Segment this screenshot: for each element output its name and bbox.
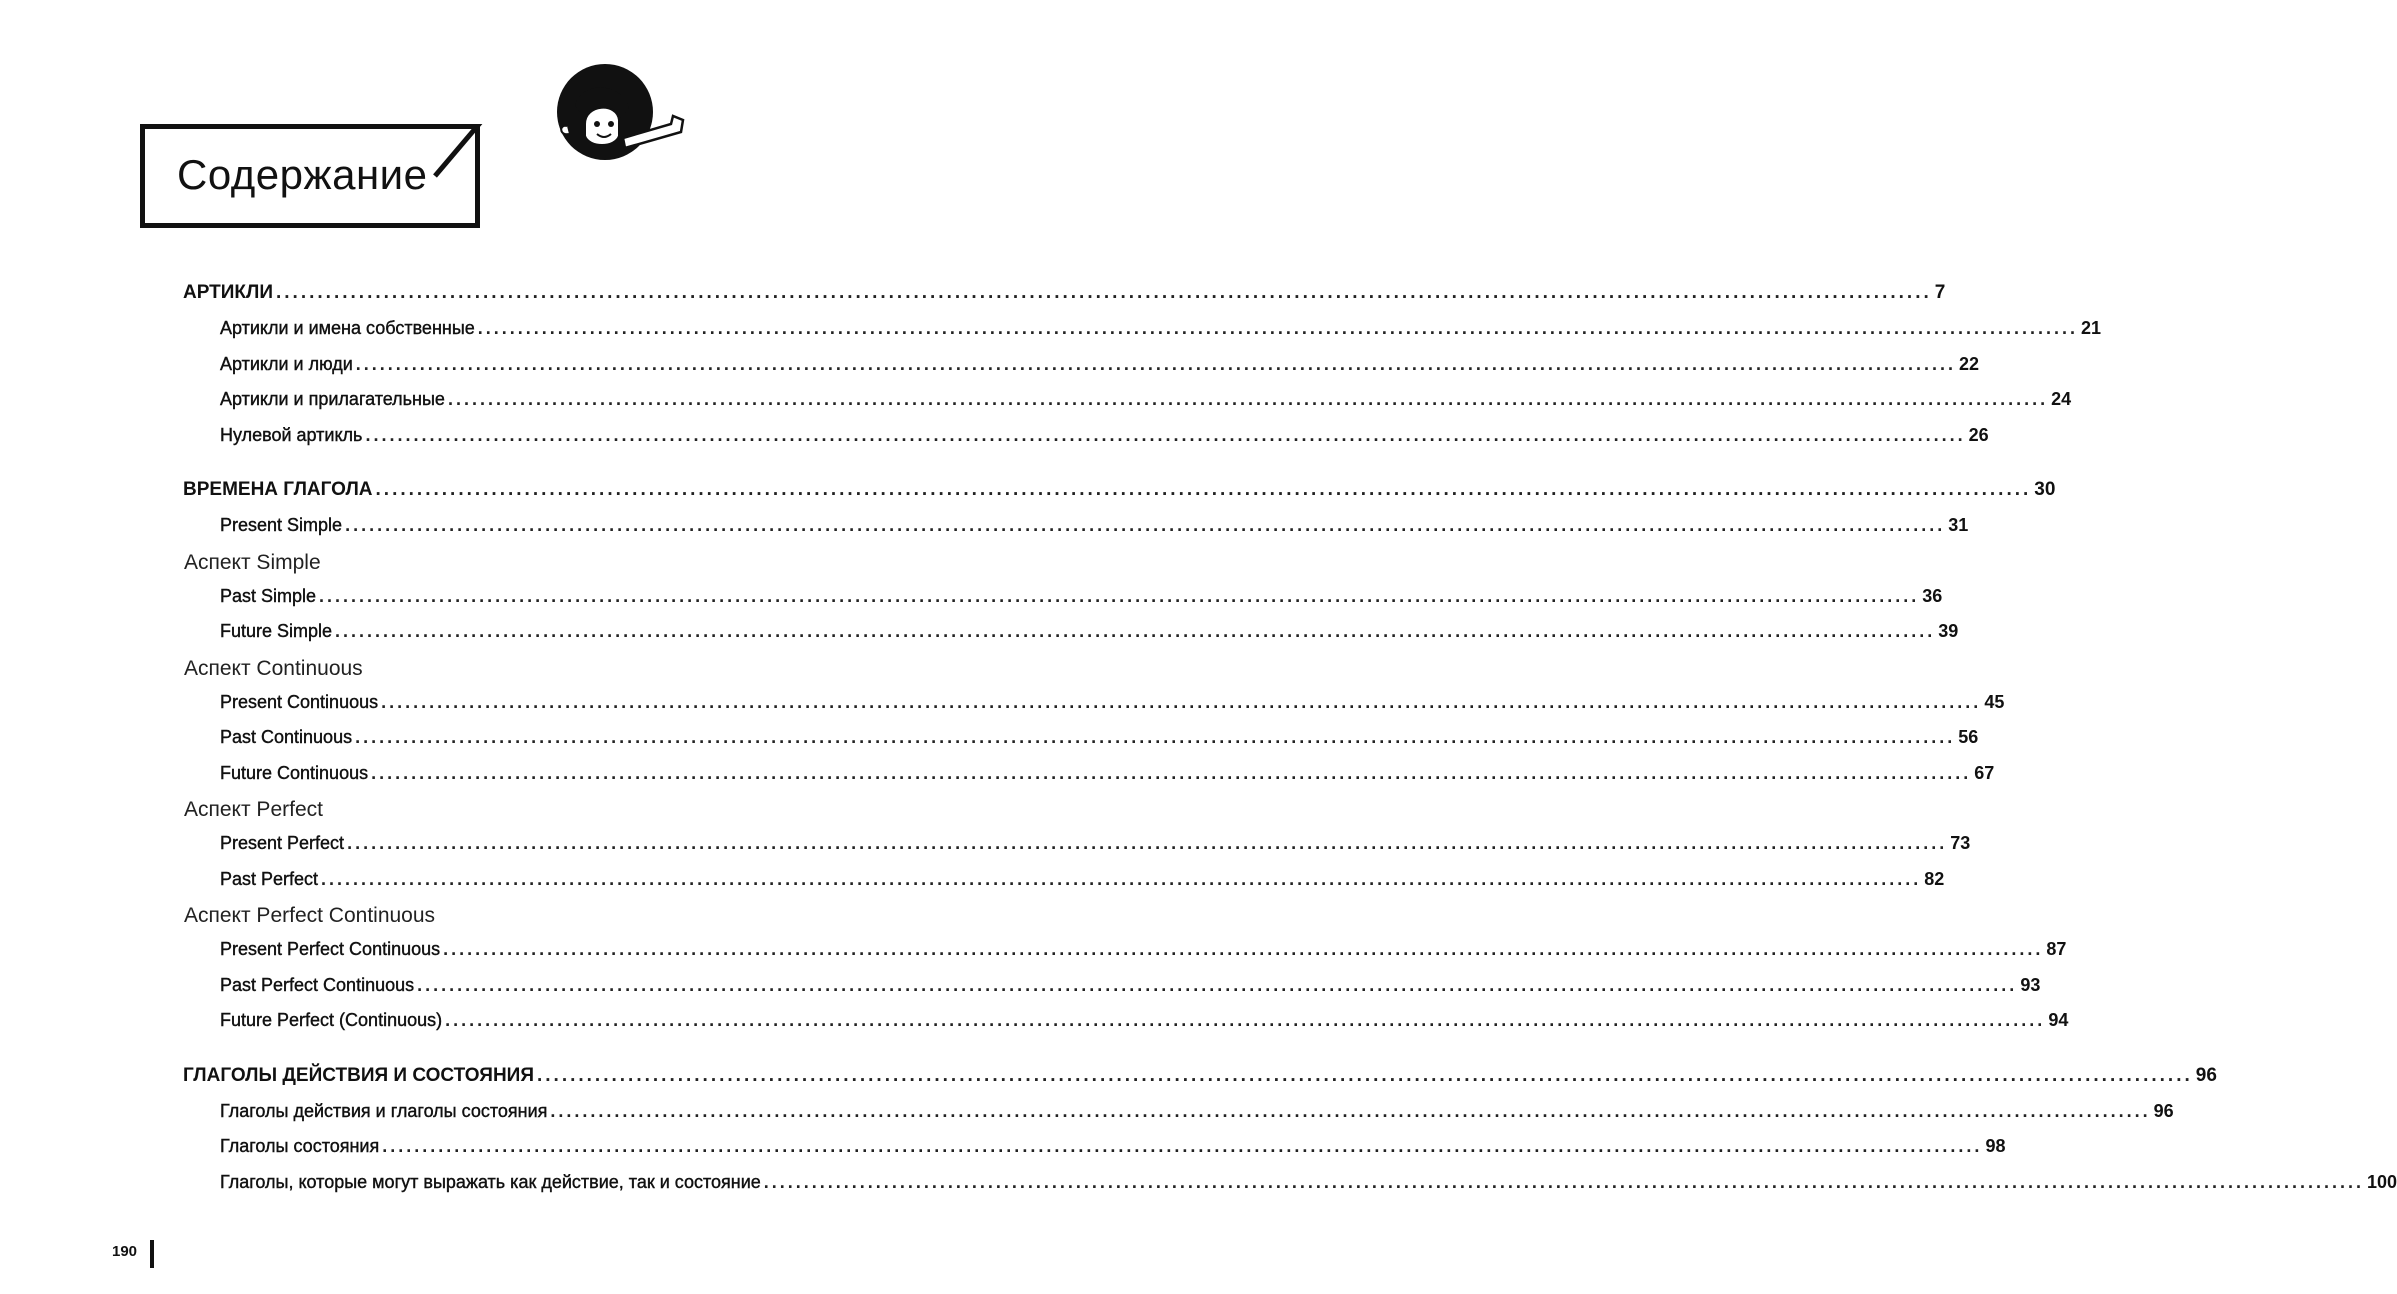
toc-item[interactable] bbox=[183, 585, 1943, 622]
leader-dots: ........................................................................................................................................................................................................ bbox=[763, 1171, 2364, 1192]
toc-item-label: Нулевой артикль bbox=[220, 424, 363, 445]
toc-item[interactable] bbox=[183, 939, 2067, 975]
toc-section[interactable] bbox=[183, 479, 2056, 515]
toc-item-page: 73 bbox=[1950, 833, 1971, 853]
toc-item-label: Past Simple bbox=[220, 585, 317, 606]
toc-item-page: 96 bbox=[2153, 1100, 2174, 1121]
toc-item-label: Future Continuous bbox=[220, 762, 369, 783]
toc-aspect-heading: Аспект Perfect Continuous bbox=[184, 904, 436, 927]
toc-item-page: 67 bbox=[1974, 762, 1995, 783]
leader-dots: ........................................................................................................................................................................................................ bbox=[365, 424, 1966, 445]
leader-dots: ........................................................................................................................................................................................................ bbox=[335, 621, 1936, 641]
toc-item-page: 94 bbox=[2048, 1010, 2069, 1030]
toc-item[interactable] bbox=[183, 833, 1971, 869]
leader-dots: ........................................................................................................................................................................................................ bbox=[381, 691, 1982, 712]
toc-item-label: Present Continuous bbox=[220, 691, 379, 712]
leader-dots: ........................................................................................................................................................................................................ bbox=[445, 1010, 2046, 1030]
toc-section-page: 96 bbox=[2195, 1064, 2217, 1086]
toc-item-label: Глаголы действия и глаголы состояния bbox=[220, 1100, 548, 1121]
table-of-contents bbox=[183, 282, 2397, 1207]
toc-item[interactable] bbox=[183, 1136, 2006, 1172]
toc-item-label: Future Simple bbox=[220, 621, 333, 641]
leader-dots: ........................................................................................................................................................................................................ bbox=[375, 479, 2032, 500]
toc-item-label: Present Perfect bbox=[220, 833, 345, 853]
toc-item-label: Глаголы, которые могут выражать как действие, так и состояние bbox=[220, 1171, 761, 1192]
toc-item-page: 45 bbox=[1984, 691, 2005, 712]
leader-dots: ........................................................................................................................................................................................................ bbox=[276, 282, 1932, 303]
toc-item-page: 87 bbox=[2046, 939, 2067, 959]
toc-item[interactable] bbox=[183, 621, 1959, 657]
toc-item-page: 36 bbox=[1922, 585, 1943, 606]
toc-item-label: Past Perfect bbox=[220, 868, 319, 889]
toc-item[interactable] bbox=[183, 1171, 2397, 1208]
toc-item[interactable] bbox=[183, 762, 1995, 799]
toc-item-page: 98 bbox=[1985, 1136, 2006, 1156]
mascot-illustration bbox=[545, 62, 695, 162]
toc-item-page: 39 bbox=[1938, 621, 1959, 641]
toc-item-label: Present Simple bbox=[220, 515, 343, 535]
toc-item-label: Past Perfect Continuous bbox=[220, 974, 415, 995]
toc-item-label: Future Perfect (Continuous) bbox=[220, 1010, 443, 1030]
page-number: 190 bbox=[112, 1243, 138, 1260]
toc-section-label: АРТИКЛИ bbox=[183, 282, 273, 303]
toc-item-page: 93 bbox=[2020, 974, 2041, 995]
toc-item[interactable] bbox=[183, 1010, 2069, 1046]
toc-item-label: Артикли и прилагательные bbox=[220, 389, 445, 409]
leader-dots: ........................................................................................................................................................................................................ bbox=[355, 727, 1956, 747]
leader-dots: ........................................................................................................................................................................................................ bbox=[371, 762, 1972, 783]
leader-dots: ........................................................................................................................................................................................................ bbox=[345, 515, 1946, 535]
toc-aspect-heading: Аспект Perfect bbox=[184, 798, 323, 821]
leader-dots: ........................................................................................................................................................................................................ bbox=[347, 833, 1948, 853]
page-number-bar bbox=[150, 1240, 154, 1268]
toc-item-page: 22 bbox=[1958, 353, 1980, 374]
toc-item-page: 21 bbox=[2080, 318, 2102, 338]
leader-dots: ........................................................................................................................................................................................................ bbox=[417, 974, 2018, 995]
toc-item[interactable] bbox=[183, 691, 2005, 728]
toc-item-label: Глаголы состояния bbox=[220, 1136, 380, 1156]
toc-item-label: Артикли и люди bbox=[220, 353, 353, 374]
toc-section[interactable] bbox=[183, 282, 1946, 318]
speech-bubble-tail bbox=[430, 124, 480, 180]
toc-item-page: 56 bbox=[1958, 727, 1979, 747]
leader-dots: ........................................................................................................................................................................................................ bbox=[319, 585, 1920, 606]
toc-aspect-heading: Аспект Continuous bbox=[184, 656, 363, 680]
toc-item[interactable] bbox=[183, 353, 1980, 390]
toc-item[interactable] bbox=[183, 1100, 2174, 1137]
toc-item[interactable] bbox=[183, 727, 1979, 763]
toc-item-label: Past Continuous bbox=[220, 727, 353, 747]
page-title: Содержание bbox=[177, 151, 428, 198]
toc-item[interactable] bbox=[183, 515, 1969, 551]
toc-item[interactable] bbox=[183, 389, 2072, 425]
leader-dots: ........................................................................................................................................................................................................ bbox=[321, 868, 1922, 889]
contents-title-box bbox=[140, 124, 480, 228]
leader-dots: ........................................................................................................................................................................................................ bbox=[477, 318, 2078, 338]
toc-item[interactable] bbox=[183, 868, 1945, 905]
toc-item-page: 82 bbox=[1924, 868, 1945, 889]
leader-dots: ........................................................................................................................................................................................................ bbox=[447, 389, 2049, 409]
toc-item[interactable] bbox=[183, 318, 2102, 354]
leader-dots: ........................................................................................................................................................................................................ bbox=[443, 939, 2044, 959]
toc-item-page: 24 bbox=[2051, 389, 2072, 409]
leader-dots: ........................................................................................................................................................................................................ bbox=[355, 353, 1956, 374]
toc-item-label: Present Perfect Continuous bbox=[220, 939, 441, 959]
toc-item-page: 31 bbox=[1948, 515, 1969, 535]
toc-section-label: ВРЕМЕНА ГЛАГОЛА bbox=[183, 479, 373, 500]
leader-dots: ........................................................................................................................................................................................................ bbox=[382, 1136, 1983, 1156]
toc-item[interactable] bbox=[183, 974, 2041, 1011]
leader-dots: ........................................................................................................................................................................................................ bbox=[550, 1100, 2151, 1121]
leader-dots: ........................................................................................................................................................................................................ bbox=[536, 1064, 2193, 1086]
toc-item-label: Артикли и имена собственные bbox=[220, 318, 475, 338]
toc-aspect-heading: Аспект Simple bbox=[184, 550, 321, 574]
toc-item-page: 26 bbox=[1968, 424, 1989, 445]
toc-item-page: 100 bbox=[2367, 1171, 2397, 1192]
toc-section-label: ГЛАГОЛЫ ДЕЙСТВИЯ И СОСТОЯНИЯ bbox=[183, 1064, 534, 1086]
toc-section-page: 7 bbox=[1934, 282, 1946, 303]
toc-section[interactable] bbox=[183, 1064, 2217, 1101]
toc-item[interactable] bbox=[183, 424, 1989, 461]
toc-section-page: 30 bbox=[2034, 479, 2056, 500]
